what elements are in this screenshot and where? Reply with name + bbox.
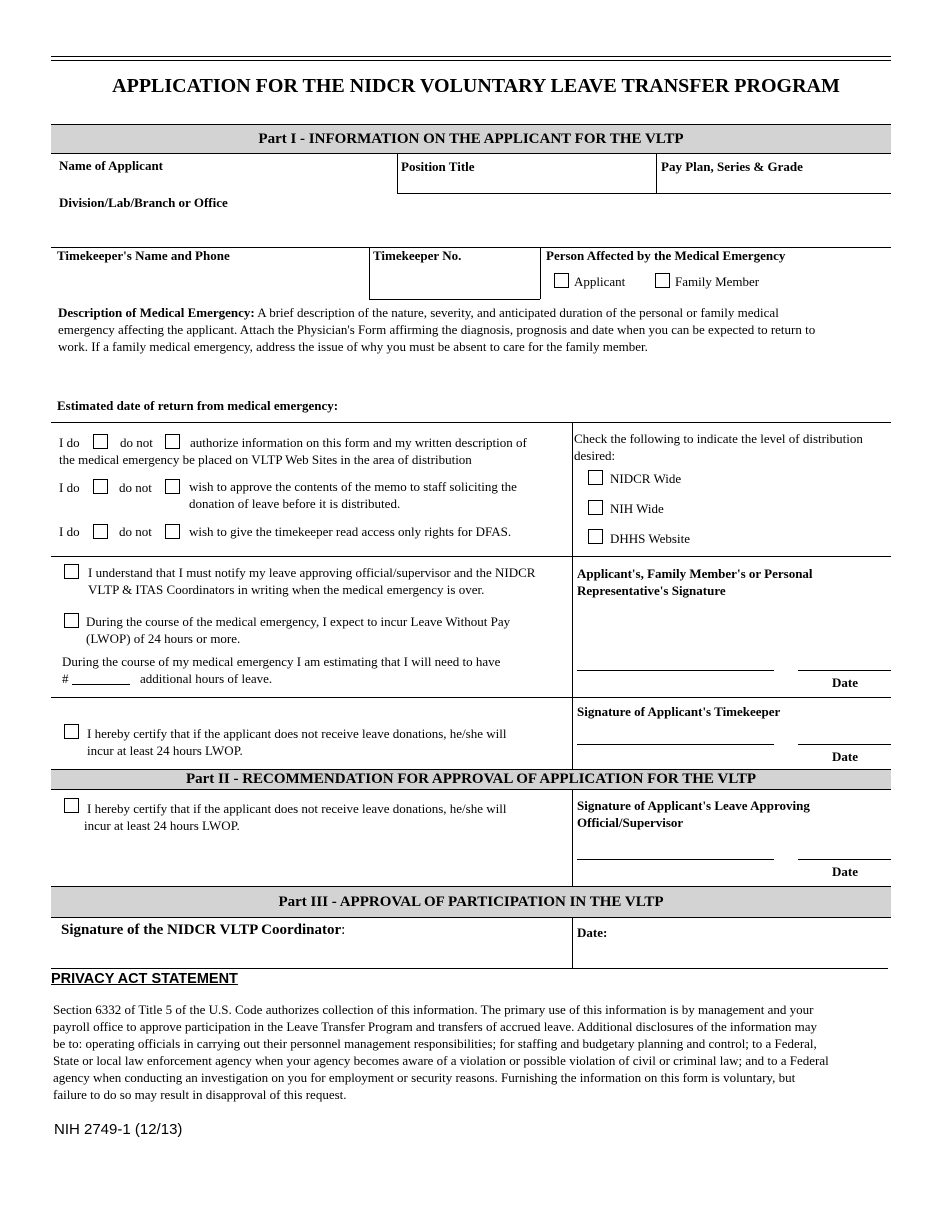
i-do-label: I do [59,524,80,539]
nidcr-wide-checkbox[interactable] [588,470,603,485]
dhhs-website-checkbox[interactable] [588,529,603,544]
part2-header: Part II - RECOMMENDATION FOR APPROVAL OF APPLICATION FOR THE VLTP [51,769,891,790]
hours-field[interactable] [72,667,130,685]
distribution-text: desired: [574,448,616,463]
position-title-field[interactable] [398,154,656,192]
distribution-text: Check the following to indicate the level of distribution [574,431,863,446]
form-title: APPLICATION FOR THE NIDCR VOLUNTARY LEAVE TRANSFER PROGRAM [112,75,840,97]
part3-header: Part III - APPROVAL OF PARTICIPATION IN THE VLTP [51,886,891,918]
row-rule [51,968,888,969]
do-not-label: do not [119,480,152,495]
lwop-text: (LWOP) of 24 hours or more. [86,631,241,646]
top-rule-1 [51,56,891,57]
auth-do-checkbox[interactable] [93,434,108,449]
timekeeper-no-label: Timekeeper No. [373,248,462,263]
applicant-signature-label: Applicant's, Family Member's or Personal [577,566,813,581]
hash-label: # [62,671,69,686]
dfas-do-checkbox[interactable] [93,524,108,539]
auth-do-not-checkbox[interactable] [165,434,180,449]
privacy-line: payroll office to approve participation in the Leave Transfer Program and transfers of accrued leave. Additional disclosures of the information may [53,1019,817,1034]
part2-certify-checkbox[interactable] [64,798,79,813]
memo-text: donation of leave before it is distributed. [189,496,401,511]
applicant-date-field[interactable] [798,640,891,671]
coordinator-signature-field[interactable] [51,940,571,967]
colon: : [341,922,346,938]
applicant-signature-label: Representative's Signature [577,583,726,598]
date-label: Date [832,749,858,764]
estimated-return-field[interactable] [365,396,885,418]
nidcr-wide-label: NIDCR Wide [610,471,682,486]
nih-wide-checkbox[interactable] [588,500,603,515]
supervisor-date-field[interactable] [798,835,891,860]
date-label: Date [832,864,858,879]
do-not-label: do not [119,524,152,539]
divider [540,247,541,299]
notify-text: VLTP & ITAS Coordinators in writing when the medical emergency is over. [88,582,485,597]
auth-text: the medical emergency be placed on VLTP Web Sites in the area of distribution [59,452,472,467]
dhhs-website-label: DHHS Website [610,531,690,546]
timekeeper-date-field[interactable] [798,722,891,745]
part1-header: Part I - INFORMATION ON THE APPLICANT FOR THE VLTP [51,124,891,154]
timekeeper-name-label: Timekeeper's Name and Phone [57,248,230,263]
privacy-line: State or local law enforcement agency when your agency becomes aware of a violation or possible violation of civil or criminal law; and to a Federal [53,1053,829,1068]
dfas-do-not-checkbox[interactable] [165,524,180,539]
timekeeper-signature-field[interactable] [577,722,774,745]
dfas-text: wish to give the timekeeper read access only rights for DFAS. [189,524,512,539]
estimated-hours-text: During the course of my medical emergency I am estimating that I will need to have [62,654,501,669]
privacy-text [53,1001,903,1103]
i-do-label: I do [59,480,80,495]
lwop-text: During the course of the medical emergency, I expect to incur Leave Without Pay [86,614,511,629]
description-text: emergency affecting the applicant. Attach the Physician's Form affirming the diagnosis, prognosis and date when you can be expected to return to [58,322,816,337]
row-rule [51,697,891,698]
nih-wide-label: NIH Wide [610,501,664,516]
certify-checkbox[interactable] [64,724,79,739]
timekeeper-name-field[interactable] [51,248,368,298]
coordinator-signature-text: Signature of the NIDCR VLTP Coordinator [61,922,342,938]
i-do-label: I do [59,435,80,450]
name-of-applicant-field[interactable] [51,154,397,192]
family-member-option-label: Family Member [675,274,760,289]
timekeeper-signature-label: Signature of Applicant's Timekeeper [577,704,781,719]
estimated-return-label: Estimated date of return from medical emergency: [57,398,339,413]
certify-text: incur at least 24 hours LWOP. [87,743,243,758]
estimated-hours-text: additional hours of leave. [140,671,273,686]
description-text: A brief description of the nature, severity, and anticipated duration of the personal or family medical [254,305,779,320]
division-label: Division/Lab/Branch or Office [59,195,228,210]
description-label: Description of Medical Emergency: [58,305,255,320]
memo-do-not-checkbox[interactable] [165,479,180,494]
privacy-line: agency when conducting an investigation on you for employment or security reasons. Furnishing the information on this form is voluntary, but [53,1070,796,1085]
memo-do-checkbox[interactable] [93,479,108,494]
name-of-applicant-label: Name of Applicant [59,158,163,173]
row-rule [369,299,540,300]
privacy-line: be to: operating officials in carrying out their personnel management responsibilities; for staffing and budgetary planning and control; to a Federal, [53,1036,817,1051]
memo-text: wish to approve the contents of the memo to staff soliciting the [189,479,517,494]
timekeeper-no-field[interactable] [370,248,539,298]
certify-text: I hereby certify that if the applicant does not receive leave donations, he/she will [87,726,507,741]
division-field[interactable] [51,194,891,246]
applicant-signature-field[interactable] [577,640,774,671]
coordinator-date-field[interactable] [620,920,890,966]
pay-plan-field[interactable] [657,154,891,192]
row-rule [51,556,891,557]
top-rule-2 [51,60,891,61]
description-text: work. If a family medical emergency, address the issue of why you must be absent to care for the family member. [58,339,648,354]
do-not-label: do not [120,435,153,450]
auth-text: authorize information on this form and my written description of [190,435,527,450]
row-rule [51,422,891,423]
form-number: NIH 2749-1 (12/13) [54,1121,183,1138]
supervisor-signature-label: Signature of Applicant's Leave Approving [577,798,810,813]
privacy-line: Section 6332 of Title 5 of the U.S. Code authorizes collection of this information. The primary use of this information is by management and your [53,1002,814,1017]
supervisor-signature-label: Official/Supervisor [577,815,684,830]
coordinator-signature-label [61,922,345,939]
notify-checkbox[interactable] [64,564,79,579]
medical-emergency-description [58,304,898,355]
date-label: Date [832,675,858,690]
coordinator-date-label: Date: [577,925,608,940]
notify-text: I understand that I must notify my leave approving official/supervisor and the NIDCR [88,565,536,580]
position-title-label: Position Title [401,159,475,174]
privacy-heading: PRIVACY ACT STATEMENT [51,971,238,987]
part2-certify-text: I hereby certify that if the applicant does not receive leave donations, he/she will [87,801,507,816]
lwop-checkbox[interactable] [64,613,79,628]
family-member-checkbox[interactable] [655,273,670,288]
supervisor-signature-field[interactable] [577,835,774,860]
description-field[interactable] [51,356,891,396]
privacy-line: failure to do so may result in disapproval of this request. [53,1087,347,1102]
part2-certify-text: incur at least 24 hours LWOP. [84,818,240,833]
person-affected-label: Person Affected by the Medical Emergency [546,248,786,263]
applicant-option-label: Applicant [574,274,626,289]
pay-plan-label: Pay Plan, Series & Grade [661,159,803,174]
applicant-checkbox[interactable] [554,273,569,288]
